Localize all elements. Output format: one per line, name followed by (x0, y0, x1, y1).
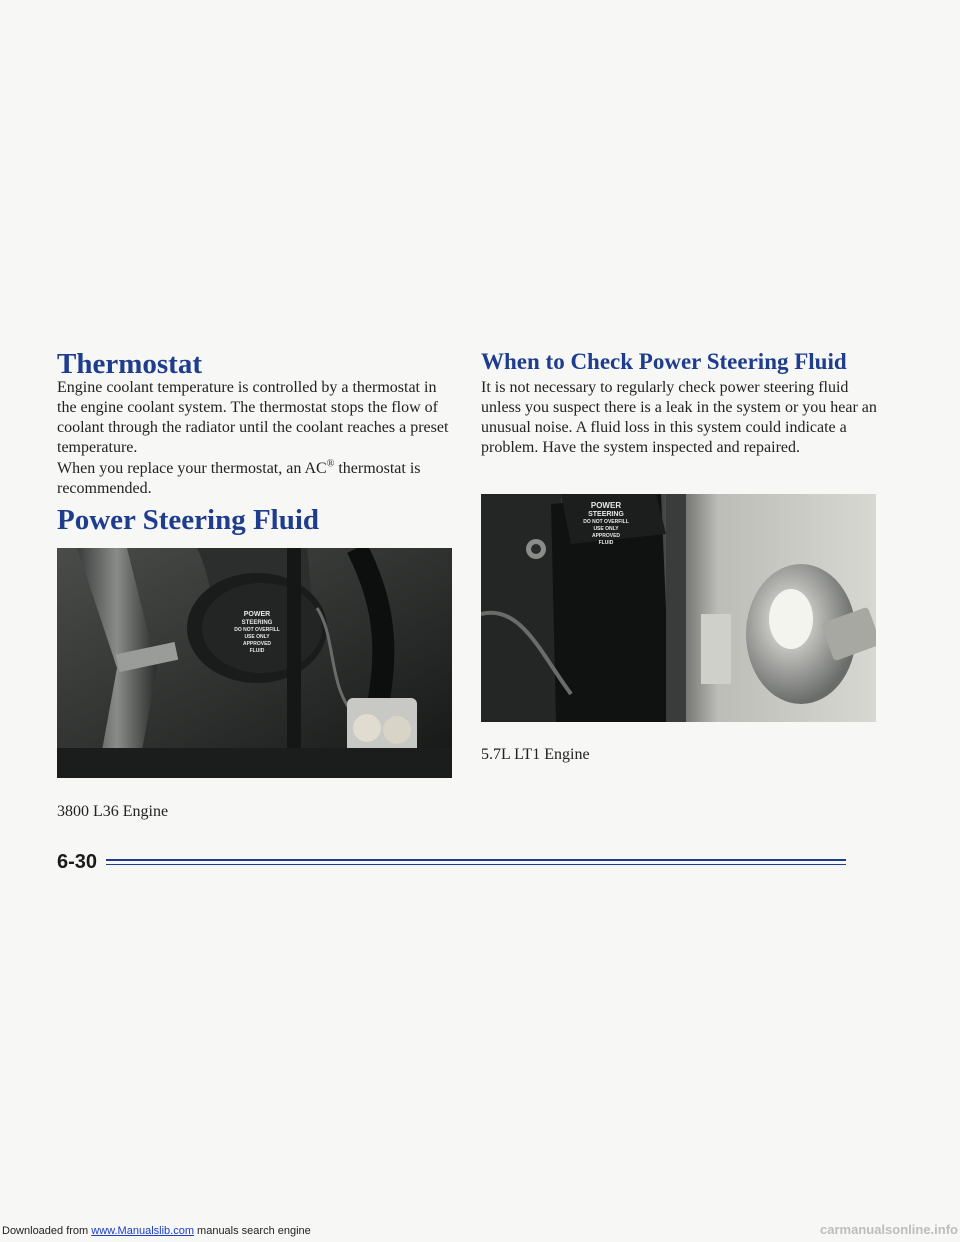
cap-label-line-5: APPROVED (591, 533, 621, 539)
watermark-text: carmanualsonline.info (820, 1222, 958, 1237)
thermostat-paragraph: Engine coolant temperature is controlled by a thermostat in the engine coolant system. The thermostat stops the flow of coolant through the radiator until the coolant reaches a preset temperature. (57, 379, 449, 456)
engine-photo-3800-l36 (57, 548, 452, 778)
cap-label-line-3: DO NOT OVERFILL (234, 627, 280, 633)
registered-mark: ® (326, 458, 335, 470)
cap-label-line-2: STEERING (241, 620, 273, 626)
cap-label-line-2: STEERING (588, 511, 624, 518)
cap-label-line-4: USE ONLY (593, 526, 619, 532)
thermostat-heading: Thermostat (57, 348, 202, 380)
page-rule-thin (106, 864, 846, 865)
power-steering-fluid-heading: Power Steering Fluid (57, 504, 320, 536)
when-to-check-heading: When to Check Power Steering Fluid (481, 349, 847, 374)
cap-label-line-4: USE ONLY (244, 634, 270, 640)
photo-caption-3800: 3800 L36 Engine (57, 803, 169, 820)
engine-photo-lt1-illustration (481, 494, 876, 722)
footer-suffix: manuals search engine (193, 1225, 311, 1237)
footer-prefix: Downloaded from (2, 1225, 92, 1237)
cap-label-line-6: FLUID (598, 540, 614, 546)
cap-label-line-5: APPROVED (242, 641, 272, 647)
when-to-check-paragraph: It is not necessary to regularly check power steering fluid unless you suspect there is a leak in the system or you hear an unusual noise. A fluid loss in this system could indicate a problem. Have the system inspected and repaired. (481, 379, 877, 456)
cap-label-line-1: POWER (590, 501, 622, 510)
page-number: 6-30 (57, 851, 98, 873)
recommendation-text-end: thermostat is recommended. (57, 460, 421, 497)
engine-photo-57l-lt1 (481, 494, 876, 722)
thermostat-recommendation (57, 459, 457, 499)
cap-label-line-6: FLUID (249, 648, 265, 654)
page-rule-thick (106, 859, 846, 861)
cap-label-line-1: POWER (243, 611, 271, 618)
manualslib-link[interactable]: www.Manualslib.com (91, 1225, 194, 1237)
engine-photo-3800-illustration (57, 548, 452, 778)
download-footer (2, 1225, 311, 1237)
photo-caption-lt1: 5.7L LT1 Engine (481, 746, 590, 763)
cap-label-line-3: DO NOT OVERFILL (583, 519, 629, 525)
recommendation-text-start: When you replace your thermostat, an AC (57, 460, 327, 477)
